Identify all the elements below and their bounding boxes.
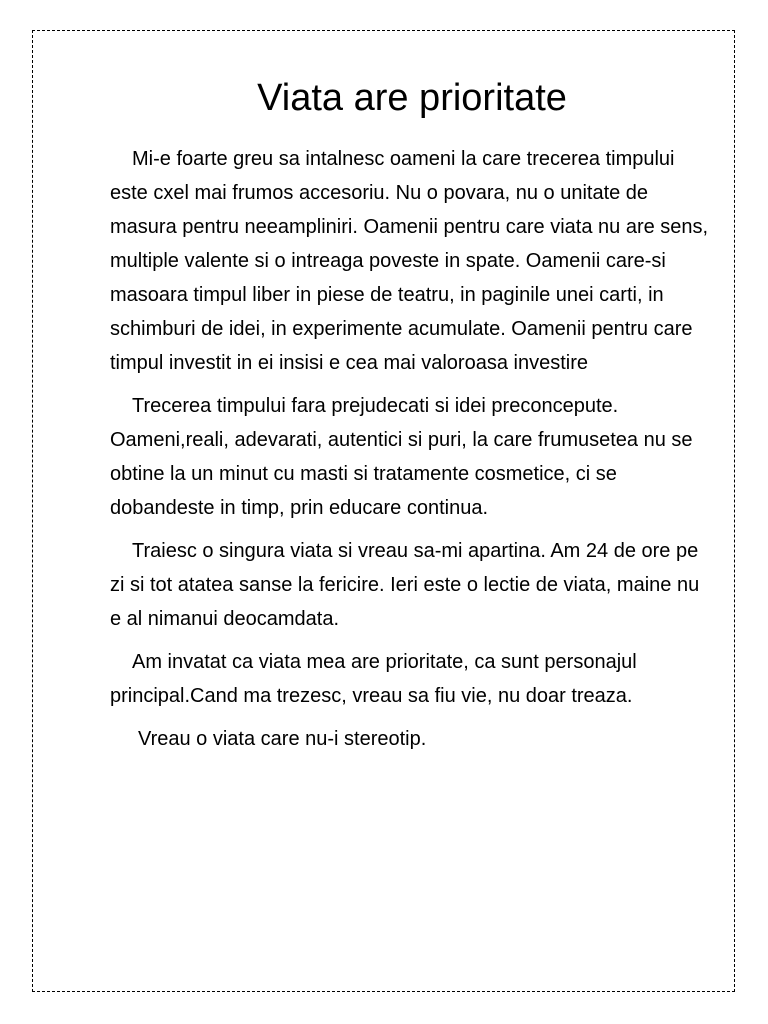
document-title: Viata are prioritate [257,77,567,119]
paragraph-3: Traiesc o singura viata si vreau sa-mi apartina. Am 24 de ore pe zi si tot atatea sanse la fericire. Ieri este o lectie de viata, maine nu e al nimanui deocamdata. [110,540,700,630]
paragraph-2: Trecerea timpului fara prejudecati si idei preconcepute. Oameni,reali, adevarati, autentici si puri, la care frumusetea nu se obtine la un minut cu masti si tratamente cosmetice, ci se dobandeste in timp, prin educare continua. [110,395,693,519]
document-body [110,142,714,765]
paragraph-4: Am invatat ca viata mea are prioritate, ca sunt personajul principal.Cand ma trezesc, vreau sa fiu vie, nu doar treaza. [110,651,637,707]
paragraph-1: Mi-e foarte greu sa intalnesc oameni la care trecerea timpului este cxel mai frumos accesoriu. Nu o povara, nu o unitate de masura pentru neeampliniri. Oamenii pentru care viata nu are sens, multiple valente si o intreaga poveste in spate. Oamenii care-si masoara timpul liber in piese de teatru, in paginile unei carti, in schimburi de idei, in experimente acumulate. Oamenii pentru care timpul investit in ei insisi e cea mai valoroasa investire [110,148,709,374]
paragraph-5: Vreau o viata care nu-i stereotip. [138,728,427,750]
